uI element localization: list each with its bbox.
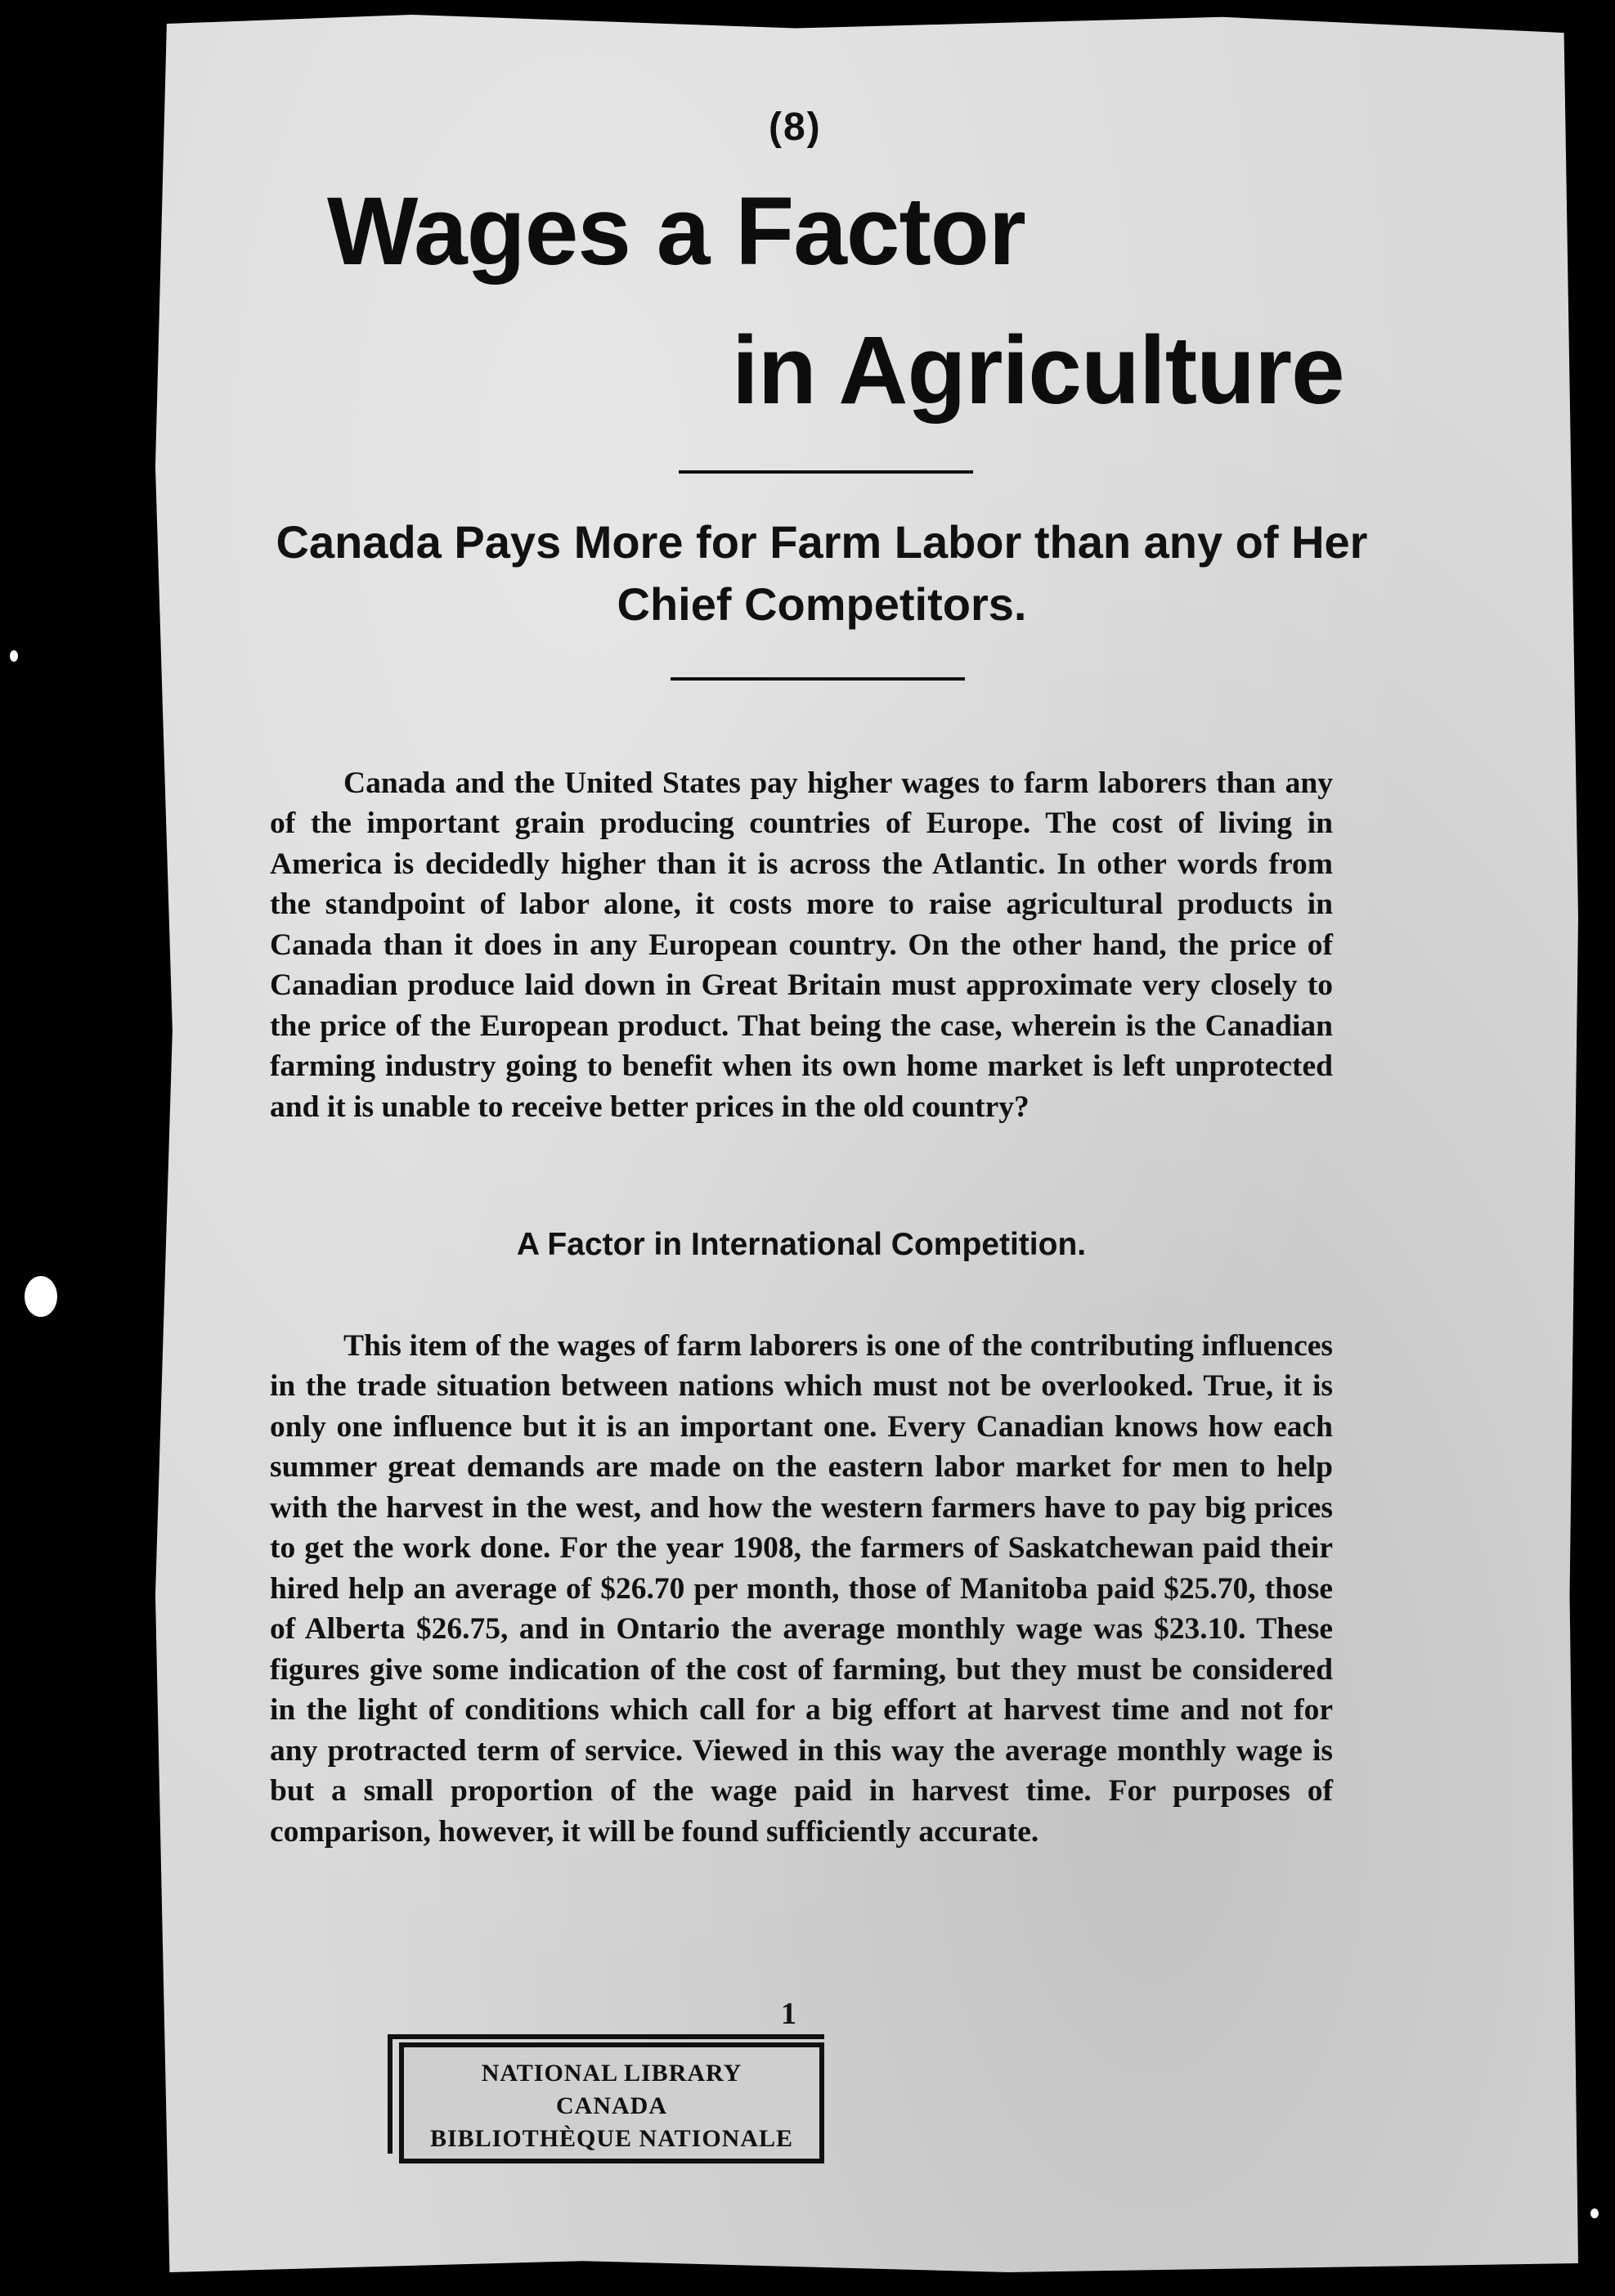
subtitle: Canada Pays More for Farm Labor than any of Her Chief Competitors. — [276, 516, 1368, 630]
folio-number: 1 — [781, 1997, 796, 2031]
stamp-line-1: NATIONAL LIBRARY — [481, 2060, 742, 2087]
title-line-2: in Agriculture — [732, 317, 1344, 425]
title-line-1: Wages a Factor — [327, 177, 1025, 285]
subtitle-rule — [671, 677, 965, 681]
title-rule — [679, 470, 973, 474]
library-stamp — [399, 2042, 824, 2163]
section-heading: A Factor in International Competition. — [516, 1227, 1087, 1262]
stamp-line-2: CANADA — [556, 2092, 667, 2119]
paragraph-1: Canada and the United States pay higher wages to farm laborers than any of the important grain producing countries of Europe. The cost of living in America is decidedly higher than it is across the Atlantic. In other words from the standpoint of labor alone, it costs more to raise agricultural products in Canada than it does in any European country. On the other hand, the price of Canadian produce laid down in Great Britain must approximate very closely to the price of the European product. That being the case, wherein is the Canadian farming industry going to benefit when its own home market is left unprotected and it is unable to receive better prices in the old country? — [270, 766, 1333, 1124]
scan-speck — [10, 650, 18, 662]
page-number: (8) — [769, 106, 822, 149]
scan-speck — [25, 1276, 57, 1317]
scan-speck — [1590, 2208, 1599, 2218]
stamp-line-3: BIBLIOTHÈQUE NATIONALE — [429, 2125, 794, 2152]
paragraph-2: This item of the wages of farm laborers is one of the contributing influences in the trade situation between nations which must not be overlooked. True, it is only one influence but it is an important one. Every Canadian knows how each summer great demands are made on the eastern labor market for men to help with the harvest in the west, and how the western farmers have to pay big prices to get the work done. For the year 1908, the farmers of Saskatchewan paid their hired help an average of $26.70 per month, those of Manitoba paid $25.70, those of Alberta $26.75, and in Ontario the average monthly wage was $23.10. These figures give some indication of the cost of farming, but they must be considered in the light of conditions which call for a big effort at harvest time and not for any protracted term of service. Viewed in this way the average monthly wage is but a small proportion of the wage paid in harvest time. For purposes of comparison, however, it will be found sufficiently accurate. — [270, 1328, 1333, 1849]
